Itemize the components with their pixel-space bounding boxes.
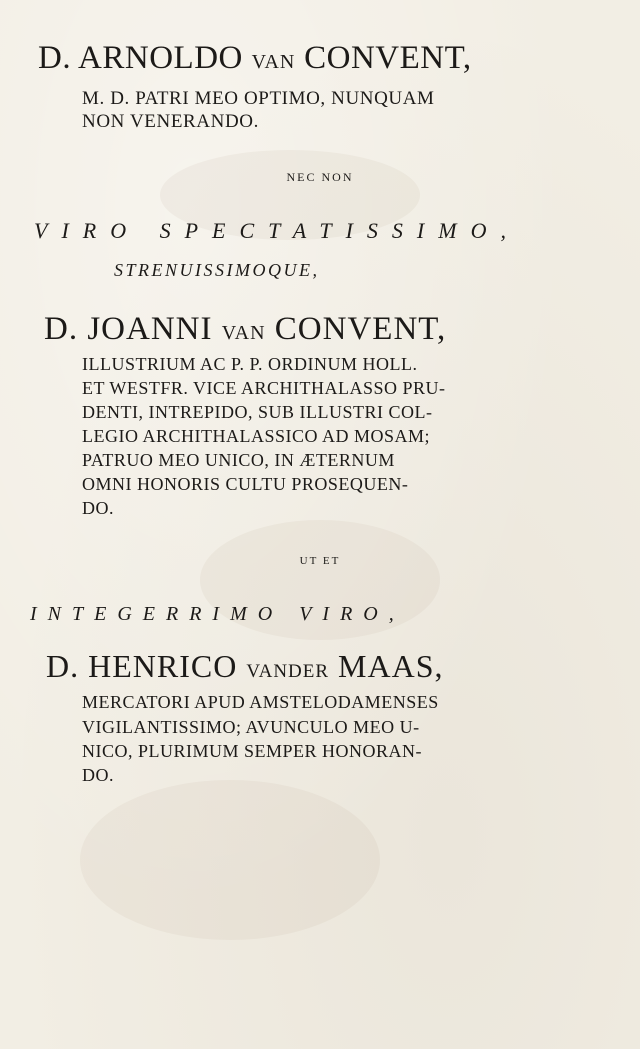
name-prefix: D. — [46, 648, 80, 684]
name-particle: VAN — [251, 51, 296, 73]
dedication-text-line: DENTI, INTREPIDO, SUB ILLUSTRI COL- — [82, 402, 433, 422]
name-main: JOANNI — [87, 311, 213, 347]
name-particle: VANDER — [246, 661, 330, 682]
dedication-text-line: NON VENERANDO. — [82, 111, 259, 132]
name-particle: VAN — [221, 322, 266, 344]
dedication-text-line: LEGIO ARCHITHALASSICO AD MOSAM; — [82, 426, 431, 446]
epithet-line: VIRO SPECTATISSIMO, — [34, 218, 520, 243]
connector-text: NEC NON — [286, 170, 354, 184]
connector-text: UT ET — [299, 555, 341, 567]
epithet-line: INTEGERRIMO VIRO, — [30, 603, 405, 625]
dedication-text-line: DO. — [82, 765, 114, 785]
name-prefix: D. — [44, 311, 79, 347]
name-surname: MAAS, — [338, 648, 444, 684]
dedication-text-line: OMNI HONORIS CULTU PROSEQUEN- — [82, 474, 409, 494]
epithet-line: STRENUISSIMOQUE, — [114, 260, 320, 280]
name-main: ARNOLDO — [78, 40, 243, 76]
name-surname: CONVENT, — [304, 40, 472, 76]
dedicatee-name-arnoldo — [38, 40, 472, 77]
name-prefix: D. — [38, 40, 72, 76]
name-surname: CONVENT, — [274, 311, 447, 347]
dedication-text-line: M. D. PATRI MEO OPTIMO, NUNQUAM — [82, 88, 435, 109]
dedication-text-line: NICO, PLURIMUM SEMPER HONORAN- — [82, 741, 423, 761]
dedication-text-line: DO. — [82, 498, 114, 518]
name-main: HENRICO — [88, 648, 238, 684]
dedication-text-line: ILLUSTRIUM AC P. P. ORDINUM HOLL. — [82, 354, 418, 374]
dedicatee-name-henrico — [46, 648, 444, 685]
dedication-text-line: MERCATORI APUD AMSTELODAMENSES — [82, 692, 439, 712]
paper-stain — [80, 780, 380, 940]
dedication-text-line: VIGILANTISSIMO; AVUNCULO MEO U- — [82, 717, 420, 737]
dedicatee-name-joanni — [44, 311, 446, 348]
dedication-text-line: PATRUO MEO UNICO, IN ÆTERNUM — [82, 450, 395, 470]
dedication-text-line: ET WESTFR. VICE ARCHITHALASSO PRU- — [82, 378, 446, 398]
